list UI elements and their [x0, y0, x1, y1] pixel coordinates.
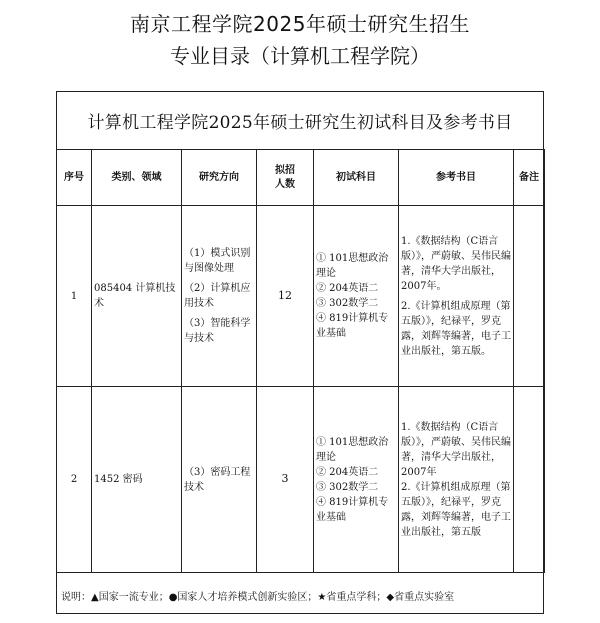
book-item: 2.《计算机组成原理（第五版）》，纪禄平，罗克露，刘辉等编著，电子工业出版社，第五版: [401, 481, 511, 538]
cell-remark: [514, 206, 545, 387]
book-item: 1.《数据结构（C语言版）》，严蔚敏、吴伟民编著，清华大学出版社，2007年。: [401, 235, 511, 292]
col-header-direction: 研究方向: [182, 150, 257, 206]
exam-item: ④ 819计算机专业基础: [316, 313, 389, 339]
col-header-category: 类别、领域: [92, 150, 182, 206]
page-subtitle: 专业目录（计算机工程学院）: [170, 44, 430, 68]
legend-note: 说明：▲国家一流专业；●国家人才培养模式创新实验区；★省重点学科；◆省重点实验室: [61, 592, 455, 603]
table-row: [57, 387, 545, 573]
table-row: [57, 206, 545, 387]
cell-exam: [314, 206, 399, 387]
exam-item: ④ 819计算机专业基础: [316, 496, 389, 523]
col-header-books: 参考书目: [399, 150, 514, 206]
table-title: 计算机工程学院2025年硕士研究生初试科目及参考书目: [87, 113, 513, 133]
cell-books: [399, 387, 514, 573]
direction-item: （3）密码工程技术: [184, 466, 251, 493]
exam-item: ① 101思想政治理论: [316, 436, 389, 463]
direction-item: （2）计算机应用技术: [184, 283, 251, 309]
col-header-exam: 初试科目: [314, 150, 399, 206]
exam-item: ② 204英语二: [316, 466, 379, 478]
book-item: 1.《数据结构（C语言版）》，严蔚敏、吴伟民编著，清华大学出版社，2007年: [401, 421, 511, 478]
exam-item: ② 204英语二: [316, 283, 379, 294]
exam-item: ③ 302数学二: [316, 481, 379, 493]
catalog-table: [56, 149, 545, 573]
cell-seq: 2: [57, 387, 92, 573]
cell-direction: [182, 206, 257, 387]
col-header-seq: 序号: [57, 150, 92, 206]
direction-item: （3）智能科学与技术: [184, 318, 251, 344]
exam-item: ③ 302数学二: [316, 298, 379, 309]
cell-quota: 3: [257, 387, 314, 573]
col-header-remark: 备注: [514, 150, 545, 206]
cell-exam: [314, 387, 399, 573]
cell-books: [399, 206, 514, 387]
direction-item: （1）模式识别与图像处理: [184, 248, 251, 274]
cell-category: 1452 密码: [92, 387, 182, 573]
cell-seq: 1: [57, 206, 92, 387]
cell-quota: 12: [257, 206, 314, 387]
page-title: 南京工程学院2025年硕士研究生招生: [130, 12, 470, 36]
exam-item: ① 101思想政治理论: [316, 253, 389, 279]
cell-remark: [514, 387, 545, 573]
cell-direction: [182, 387, 257, 573]
col-header-quota: 拟招人数: [257, 150, 314, 206]
book-item: 2.《计算机组成原理（第五版）》，纪禄平，罗克露，刘辉等编著，电子工业出版社，第五版。: [401, 300, 511, 357]
table-header-row: [57, 150, 545, 206]
cell-category: 085404 计算机技术: [92, 206, 182, 387]
